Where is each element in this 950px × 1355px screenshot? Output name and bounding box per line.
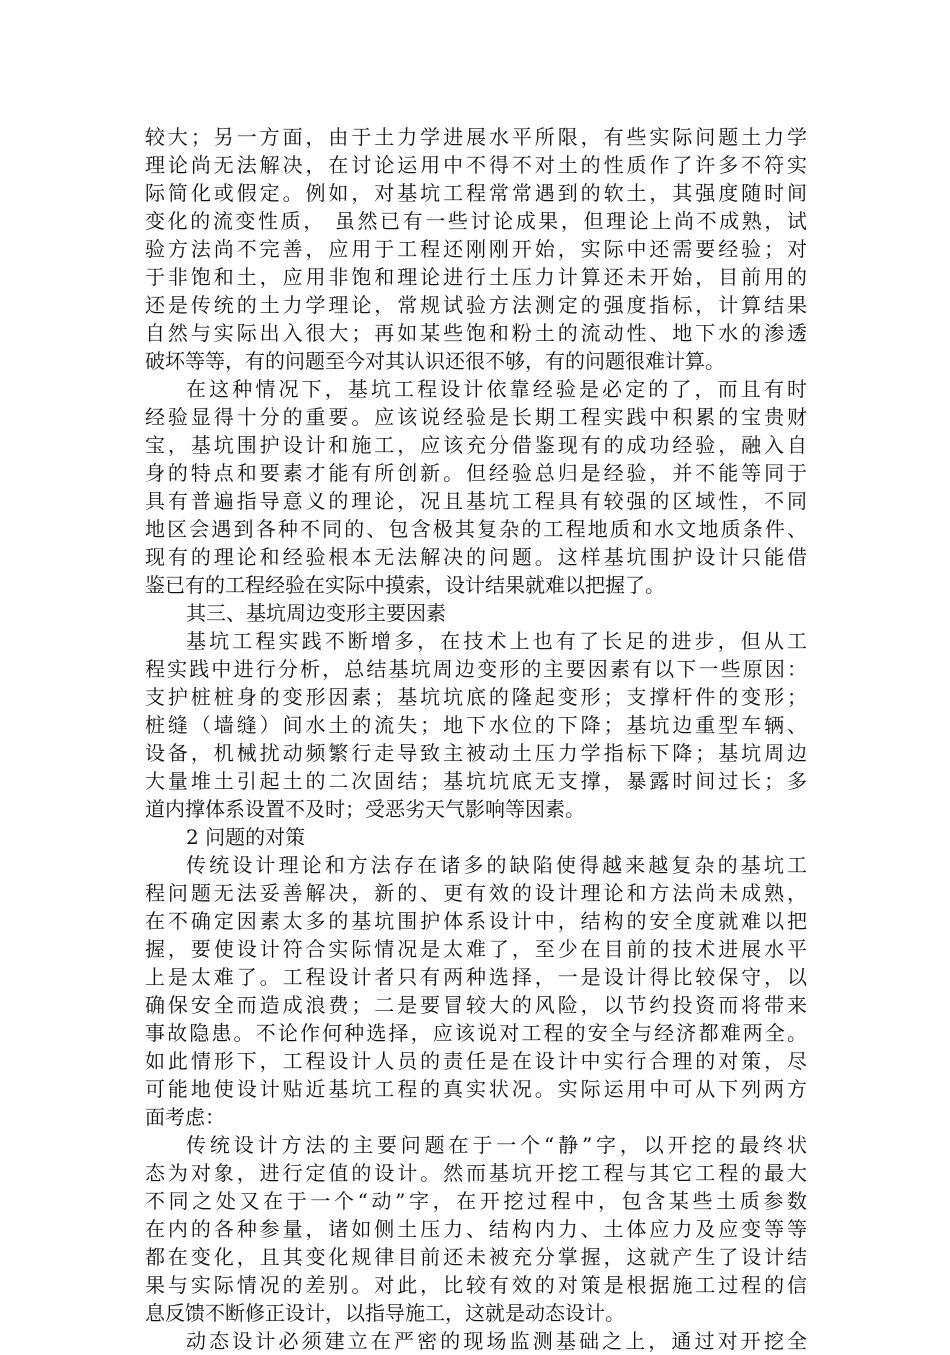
text-line: 不同之处又在于一个“动”字，在开挖过程中，包含某些土质参数 <box>145 1189 807 1213</box>
text-line: 传统设计理论和方法存在诸多的缺陷使得越来越复杂的基坑工 <box>186 853 807 877</box>
text-line: 事故隐患。不论作何种选择，应该说对工程的安全与经济都难两全。 <box>145 1021 807 1045</box>
text-line: 基坑工程实践不断增多，在技术上也有了长足的进步，但从工 <box>186 629 807 653</box>
text-line: 于非饱和土，应用非饱和理论进行土压力计算还未开始，目前用的 <box>145 265 807 289</box>
text-line: 在这种情况下，基坑工程设计依靠经验是必定的了，而且有时 <box>186 377 807 401</box>
text-line: 身的特点和要素才能有所创新。但经验总归是经验，并不能等同于 <box>145 461 807 485</box>
text-line: 果与实际情况的差别。对此，比较有效的对策是根据施工过程的信 <box>145 1273 807 1297</box>
text-line: 破坏等等，有的问题至今对其认识还很不够，有的问题很难计算。 <box>145 349 725 373</box>
text-line: 动态设计必须建立在严密的现场监测基础之上，通过对开挖全 <box>186 1329 807 1353</box>
text-line: 支护桩桩身的变形因素；基坑坑底的隆起变形；支撑杆件的变形； <box>145 685 807 709</box>
text-line: 程问题无法妥善解决，新的、更有效的设计理论和方法尚未成熟， <box>145 881 807 905</box>
text-line: 验方法尚不完善，应用于工程还刚刚开始，实际中还需要经验；对 <box>145 237 807 261</box>
text-line: 现有的理论和经验根本无法解决的问题。这样基坑围护设计只能借 <box>145 545 807 569</box>
text-line: 可能地使设计贴近基坑工程的真实状况。实际运用中可从下列两方 <box>145 1077 807 1101</box>
text-line: 面考虑： <box>145 1105 225 1129</box>
text-line: 确保安全而造成浪费；二是要冒较大的风险，以节约投资而将带来 <box>145 993 807 1017</box>
text-line: 态为对象，进行定值的设计。然而基坑开挖工程与其它工程的最大 <box>145 1161 807 1185</box>
text-line: 上是太难了。工程设计者只有两种选择，一是设计得比较保守，以 <box>145 965 807 989</box>
text-line: 道内撑体系设置不及时；受恶劣天气影响等因素。 <box>145 797 585 821</box>
text-line: 还是传统的土力学理论，常规试验方法测定的强度指标，计算结果 <box>145 293 807 317</box>
text-line: 2 问题的对策 <box>186 825 306 849</box>
document-page <box>145 123 807 1355</box>
text-line: 经验显得十分的重要。应该说经验是长期工程实践中积累的宝贵财 <box>145 405 807 429</box>
text-line: 息反馈不断修正设计，以指导施工，这就是动态设计。 <box>145 1301 625 1325</box>
text-line: 在内的各种参量，诸如侧土压力、结构内力、土体应力及应变等等 <box>145 1217 807 1241</box>
text-line: 变化的流变性质， 虽然已有一些讨论成果，但理论上尚不成熟，试 <box>145 209 807 233</box>
text-line: 具有普遍指导意义的理论，况且基坑工程具有较强的区域性，不同 <box>145 489 807 513</box>
text-line: 握，要使设计符合实际情况是太难了，至少在目前的技术进展水平 <box>145 937 807 961</box>
text-line: 桩缝（墙缝）间水土的流失；地下水位的下降；基坑边重型车辆、 <box>145 713 807 737</box>
text-line: 鉴已有的工程经验在实际中摸索，设计结果就难以把握了。 <box>145 573 665 597</box>
text-line: 在不确定因素太多的基坑围护体系设计中，结构的安全度就难以把 <box>145 909 807 933</box>
text-line: 程实践中进行分析，总结基坑周边变形的主要因素有以下一些原因： <box>145 657 807 681</box>
text-line: 理论尚无法解决，在讨论运用中不得不对土的性质作了许多不符实 <box>145 153 807 177</box>
text-line: 大量堆土引起土的二次固结；基坑坑底无支撑，暴露时间过长；多 <box>145 769 807 793</box>
text-line: 都在变化，且其变化规律目前还未被充分掌握，这就产生了设计结 <box>145 1245 807 1269</box>
text-line: 际简化或假定。例如，对基坑工程常常遇到的软土，其强度随时间 <box>145 181 807 205</box>
text-line: 传统设计方法的主要问题在于一个“静”字，以开挖的最终状 <box>186 1133 807 1157</box>
text-line: 地区会遇到各种不同的、包含极其复杂的工程地质和水文地质条件、 <box>145 517 807 541</box>
text-line: 其三、基坑周边变形主要因素 <box>186 601 446 625</box>
text-line: 宝，基坑围护设计和施工，应该充分借鉴现有的成功经验，融入自 <box>145 433 807 457</box>
text-line: 较大；另一方面，由于土力学进展水平所限，有些实际问题土力学 <box>145 125 807 149</box>
text-line: 设备，机械扰动频繁行走导致主被动土压力学指标下降；基坑周边 <box>145 741 807 765</box>
text-line: 如此情形下，工程设计人员的责任是在设计中实行合理的对策，尽 <box>145 1049 807 1073</box>
text-line: 自然与实际出入很大；再如某些饱和粉土的流动性、地下水的渗透 <box>145 321 807 345</box>
